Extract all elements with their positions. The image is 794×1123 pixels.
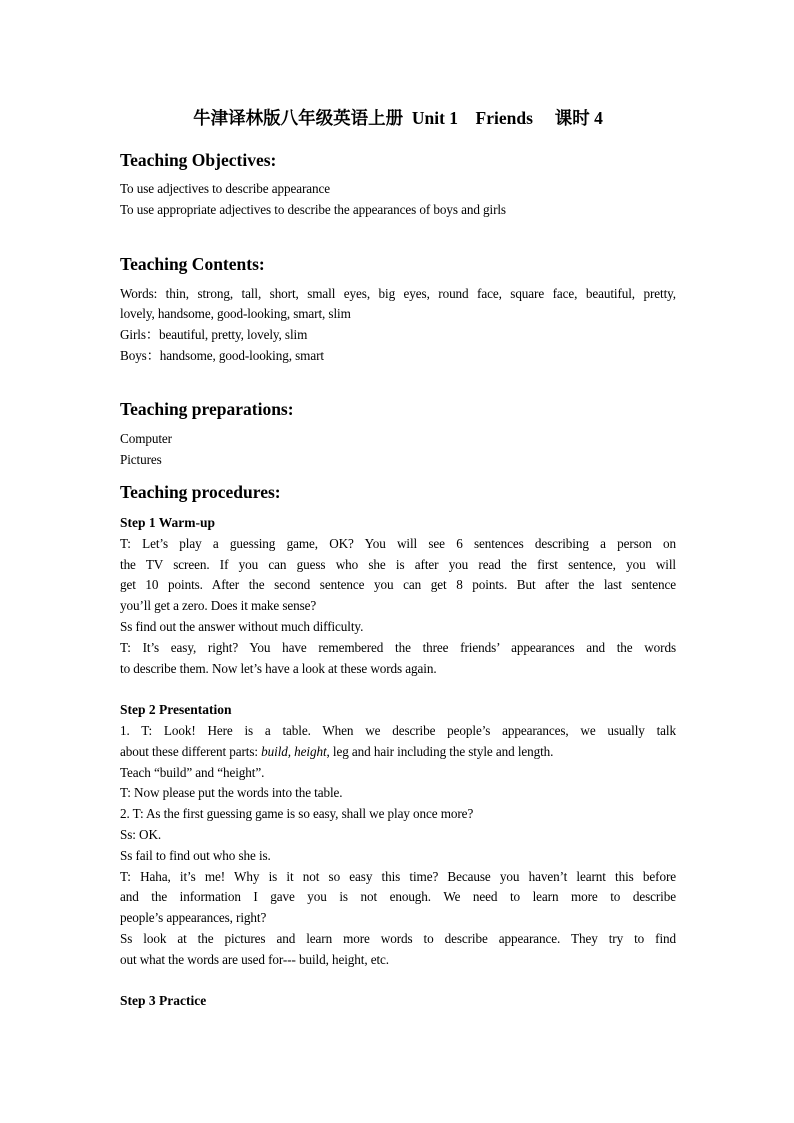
step1-line: you’ll get a zero. Does it make sense? [120, 598, 317, 613]
step2-line: Teach “build” and “height”. [120, 765, 265, 780]
step2-line: 2. T: As the first guessing game is so easy, shall we play once more? [120, 806, 474, 821]
step1-line: to describe them. Now let’s have a look at these words again. [120, 661, 437, 676]
preparations-heading: Teaching preparations: [120, 399, 294, 419]
objectives-heading: Teaching Objectives: [120, 150, 277, 170]
step2-line-text: , leg and hair including the style and length. [326, 744, 554, 759]
contents-line: lovely, handsome, good-looking, smart, slim [120, 306, 351, 321]
step2-line: and the information I gave you is not enough. We need to learn more to describe [120, 889, 676, 904]
step2-line: Ss: OK. [120, 827, 162, 842]
step2-line [120, 742, 676, 763]
step1-line: the TV screen. If you can guess who she is after you read the first sentence, you will [120, 557, 676, 572]
contents-line: Boys：handsome, good-looking, smart [120, 348, 324, 363]
preparations-line: Computer [120, 431, 172, 446]
step2-line: Ss look at the pictures and learn more words to describe appearance. They try to find [120, 931, 676, 946]
contents-line: Girls：beautiful, pretty, lovely, slim [120, 327, 308, 342]
objectives-line: To use adjectives to describe appearance [120, 181, 331, 196]
step1-title: Step 1 Warm-up [120, 515, 216, 530]
step1-line: T: It’s easy, right? You have remembered the three friends’ appearances and the words [120, 640, 676, 655]
step2-line: 1. T: Look! Here is a table. When we describe people’s appearances, we usually talk [120, 723, 676, 738]
contents-heading: Teaching Contents: [120, 254, 265, 274]
step1-line: Ss find out the answer without much difficulty. [120, 619, 364, 634]
procedures-heading: Teaching procedures: [120, 482, 281, 502]
step2-line: Ss fail to find out who she is. [120, 848, 271, 863]
step3-title: Step 3 Practice [120, 993, 207, 1008]
objectives-line: To use appropriate adjectives to describe the appearances of boys and girls [120, 202, 506, 217]
document-title: 牛津译林版八年级英语上册 Unit 1 Friends 课时 4 [193, 108, 603, 128]
step2-line: T: Now please put the words into the table. [120, 785, 343, 800]
step1-line: T: Let’s play a guessing game, OK? You will see 6 sentences describing a person on [120, 536, 676, 551]
contents-line: Words: thin, strong, tall, short, small eyes, big eyes, round face, square face, beautiful, pretty, [120, 286, 676, 301]
step2-line-text: about these different parts: [120, 744, 262, 759]
step2-line-italic: build, height [261, 744, 327, 759]
preparations-line: Pictures [120, 452, 162, 467]
step1-line: get 10 points. After the second sentence you can get 8 points. But after the last sentence [120, 577, 676, 592]
step2-line: T: Haha, it’s me! Why is it not so easy this time? Because you haven’t learnt this before [120, 869, 676, 884]
step2-line: people’s appearances, right? [120, 910, 267, 925]
step2-title: Step 2 Presentation [120, 702, 232, 717]
step2-line: out what the words are used for--- build, height, etc. [120, 952, 389, 967]
